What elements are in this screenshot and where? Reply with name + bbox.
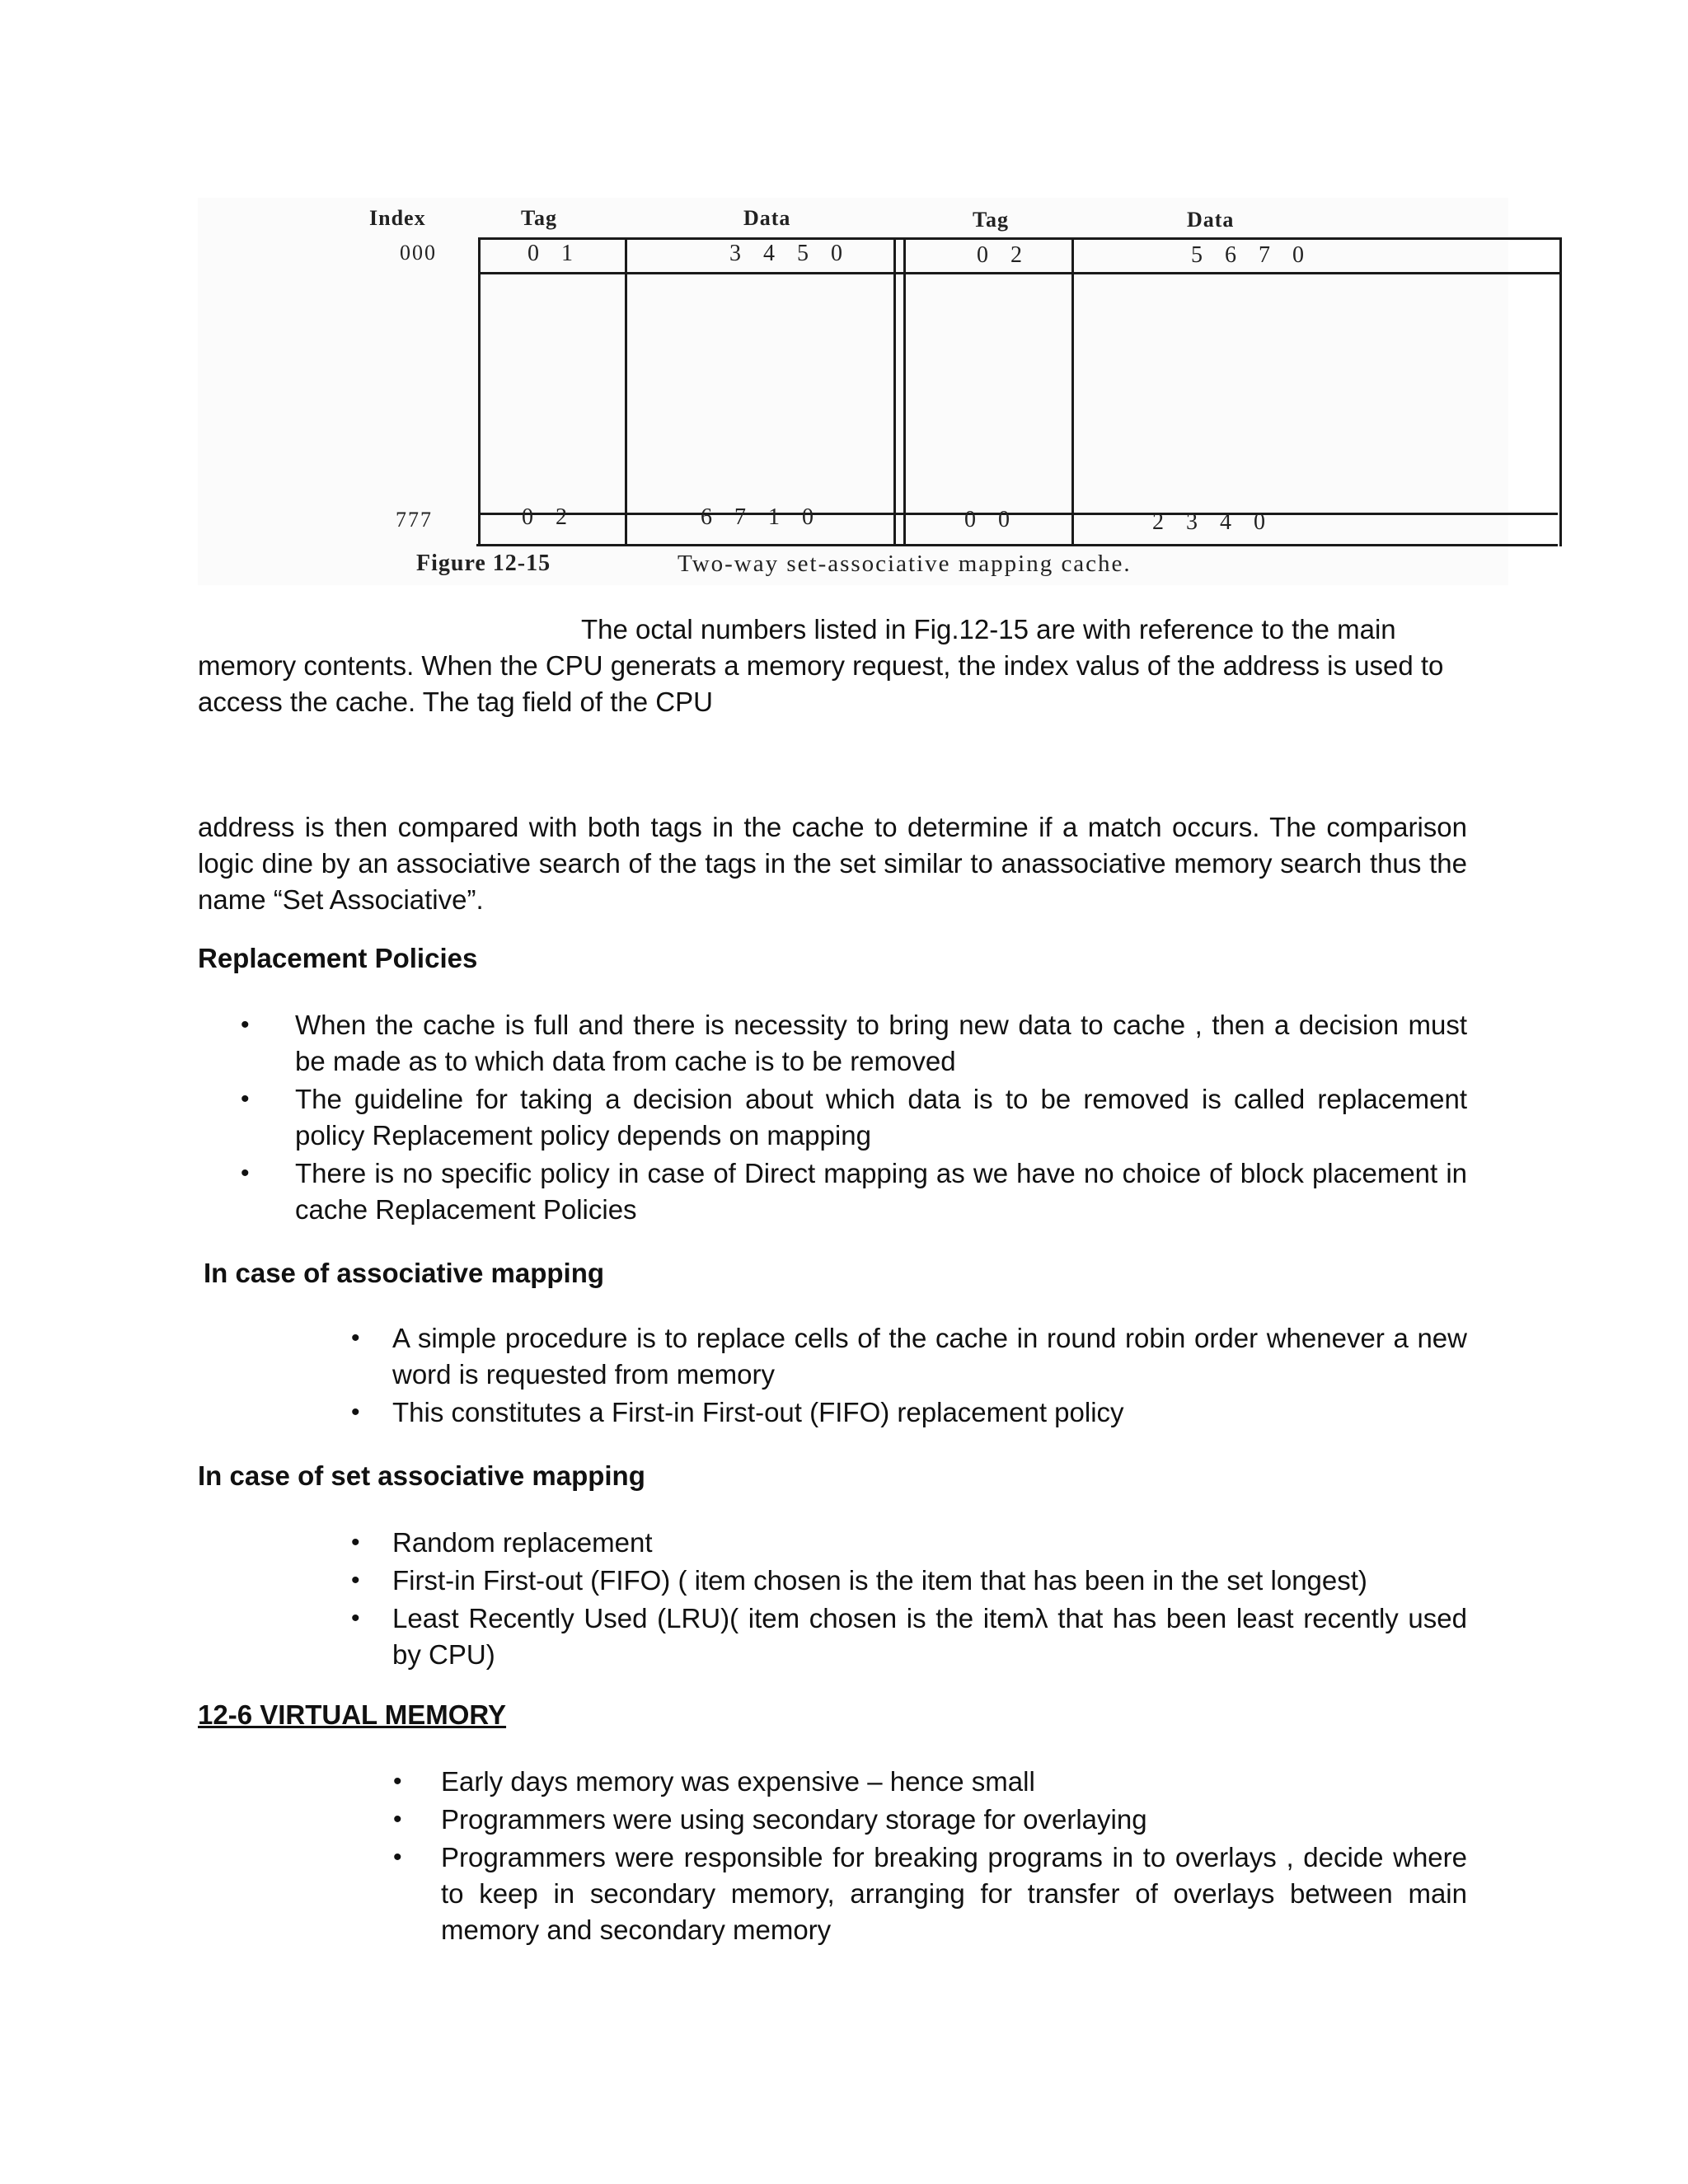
header-data-2: Data: [1187, 208, 1235, 232]
associative-mapping-list: [351, 1320, 1467, 1431]
bullet-glyph: •: [241, 1160, 250, 1187]
list-item: [351, 1394, 1467, 1431]
table-row-divider-bottom: [478, 513, 1558, 515]
list-item: [351, 1563, 1467, 1599]
row-000-data-1: 3 4 5 0: [729, 241, 851, 266]
list-item: [393, 1764, 1467, 1800]
bullet-glyph: •: [351, 1399, 360, 1426]
list-item-text: This constitutes a First-in First-out (FIFO) replacement policy: [392, 1397, 1124, 1427]
heading-replacement-policies: Replacement Policies: [198, 943, 478, 973]
list-item-text: Programmers were responsible for breaking programs in to overlays , decide where to keep in secondary memory, arranging for transfer of overlays between main memory and secondary memory: [441, 1842, 1467, 1945]
set-divider-right: [903, 237, 906, 546]
paragraph-1-first-line: The octal numbers listed in Fig.12-15 are with reference to the main: [581, 614, 1396, 644]
table-bottom-border: [476, 544, 1558, 546]
bullet-glyph: •: [351, 1605, 360, 1632]
table-top-border: [478, 237, 1561, 240]
row-000-tag-1: 0 1: [528, 241, 581, 266]
row-index-000: 000: [400, 241, 437, 265]
list-item: [351, 1525, 1467, 1561]
bullet-glyph: •: [241, 1085, 250, 1113]
virtual-memory-list: [393, 1764, 1467, 1948]
row-777-tag-1: 0 2: [522, 504, 575, 530]
row-index-777: 777: [396, 508, 433, 532]
heading-virtual-memory: 12-6 VIRTUAL MEMORY: [198, 1699, 507, 1730]
list-item-text: The guideline for taking a decision about which data is to be removed is called replacement policy Replacement policy depends on mapping: [295, 1084, 1467, 1151]
list-item: [241, 1007, 1467, 1080]
tag1-data1-divider: [625, 237, 627, 546]
list-item-text: First-in First-out (FIFO) ( item chosen is the item that has been in the set longest): [392, 1565, 1367, 1596]
figure-caption-text: Two-way set-associative mapping cache.: [678, 551, 1132, 577]
row-777-tag-2: 0 0: [964, 507, 1018, 532]
table-right-border: [1559, 237, 1562, 546]
header-index: Index: [369, 206, 426, 230]
figure-two-way-set-associative-cache: [198, 198, 1508, 585]
figure-caption-label: Figure 12-15: [416, 551, 551, 576]
header-tag-1: Tag: [521, 206, 557, 230]
header-data-1: Data: [743, 206, 791, 230]
tag2-data2-divider: [1071, 237, 1074, 546]
bullet-glyph: •: [351, 1529, 360, 1556]
set-associative-mapping-list: [351, 1525, 1467, 1673]
list-item: [393, 1802, 1467, 1838]
bullet-glyph: •: [393, 1844, 402, 1871]
header-tag-2: Tag: [973, 208, 1009, 232]
table-left-border: [478, 237, 481, 546]
list-item: [241, 1081, 1467, 1154]
list-item: [393, 1840, 1467, 1948]
row-000-tag-2: 0 2: [977, 242, 1030, 268]
row-777-data-2: 2 3 4 0: [1152, 509, 1273, 535]
list-item-text: Random replacement: [392, 1527, 653, 1558]
row-777-data-1: 6 7 1 0: [701, 504, 822, 530]
list-item: [241, 1155, 1467, 1228]
table-row-divider-top: [478, 272, 1561, 274]
list-item-text: Early days memory was expensive – hence small: [441, 1766, 1035, 1797]
list-item-text: A simple procedure is to replace cells of the cache in round robin order whenever a new word is requested from memory: [392, 1323, 1467, 1390]
bullet-glyph: •: [351, 1324, 360, 1352]
list-item: [351, 1320, 1467, 1393]
bullet-glyph: •: [393, 1806, 402, 1833]
paragraph-1-continuation: memory contents. When the CPU generats a memory request, the index valus of the address is used to access the cache. The tag field of the CPU: [198, 650, 1444, 717]
paragraph-2: address is then compared with both tags in the cache to determine if a match occurs. The comparison logic dine by an associative search of the tags in the set similar to anassociative memory search thus the name “Set Associative”.: [198, 812, 1467, 915]
set-divider-left: [893, 237, 896, 546]
heading-set-associative-mapping: In case of set associative mapping: [198, 1460, 645, 1491]
bullet-glyph: •: [351, 1567, 360, 1594]
bullet-glyph: •: [241, 1011, 250, 1038]
list-item-text: Least Recently Used (LRU)( item chosen is the itemλ that has been least recently used by CPU): [392, 1603, 1467, 1670]
list-item-text: There is no specific policy in case of Direct mapping as we have no choice of block placement in cache Replacement Policies: [295, 1158, 1467, 1225]
list-item-text: When the cache is full and there is necessity to bring new data to cache , then a decision must be made as to which data from cache is to be removed: [295, 1010, 1467, 1076]
heading-associative-mapping: In case of associative mapping: [204, 1258, 605, 1288]
list-item-text: Programmers were using secondary storage for overlaying: [441, 1804, 1147, 1835]
list-item: [351, 1601, 1467, 1673]
replacement-policies-list: [241, 1007, 1467, 1228]
row-000-data-2: 5 6 7 0: [1191, 242, 1312, 268]
bullet-glyph: •: [393, 1768, 402, 1795]
